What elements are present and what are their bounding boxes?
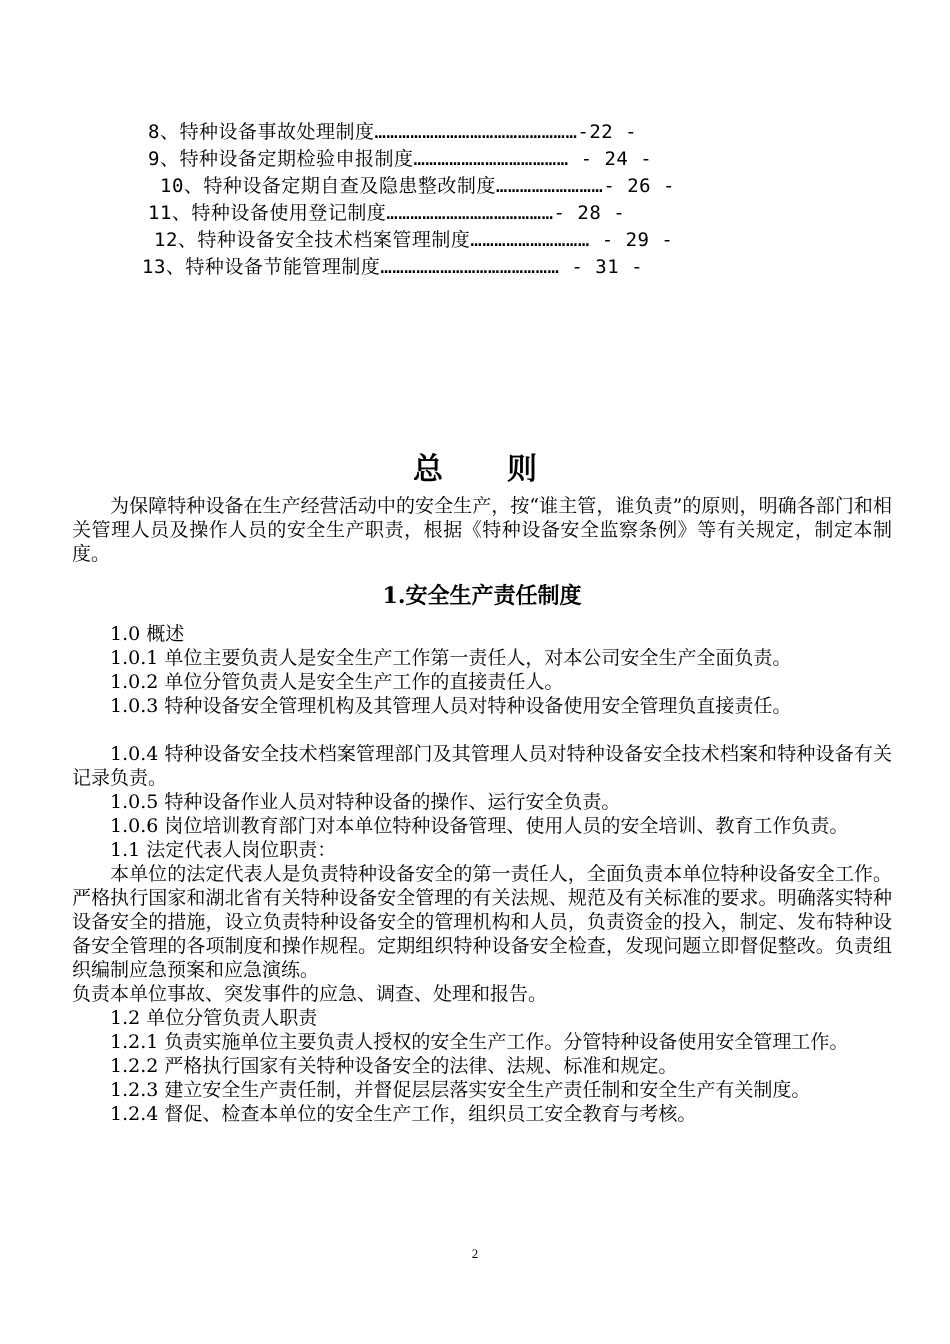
section-title: 1.安全生产责任制度 xyxy=(382,583,582,609)
general-provisions-title: 总则 xyxy=(413,452,601,487)
paragraph: 1.0 概述 xyxy=(110,623,185,645)
paragraph: 1.2 单位分管负责人职责 xyxy=(110,1007,318,1029)
paragraph: 本单位的法定代表人是负责特种设备安全的第一责任人，全面负责本单位特种设备安全工作。严格执行国家和湖北省有关特种设备安全管理的有关法规、规范及有关标准的要求。明确落实特种设备安全的措施，设立负责特种设备安全的管理机构和人员，负责资金的投入，制定、发布特种设备安全管理的各项制度和操作规程。定期组织特种设备安全检查，发现问题立即督促整改。负责组织编制应急预案和应急演练。 xyxy=(72,863,892,981)
paragraph: 1.0.5 特种设备作业人员对特种设备的操作、运行安全负责。 xyxy=(110,791,621,813)
paragraph: 1.0.1 单位主要负责人是安全生产工作第一责任人，对本公司安全生产全面负责。 xyxy=(110,647,792,669)
document-body xyxy=(72,494,892,1126)
intro-paragraph: 为保障特种设备在生产经营活动中的安全生产，按“谁主管，谁负责”的原则，明确各部门和相关管理人员及操作人员的安全生产职责，根据《特种设备安全监察条例》等有关规定，制定本制度。 xyxy=(72,495,892,565)
page-number: 2 xyxy=(471,1246,479,1261)
paragraph: 1.2.4 督促、检查本单位的安全生产工作，组织员工安全教育与考核。 xyxy=(110,1103,697,1125)
paragraph: 1.2.1 负责实施单位主要负责人授权的安全生产工作。分管特种设备使用安全管理工作。 xyxy=(110,1031,849,1053)
paragraph: 1.0.3 特种设备安全管理机构及其管理人员对特种设备使用安全管理负直接责任。 xyxy=(110,695,792,717)
paragraph: 1.1 法定代表人岗位职责： xyxy=(110,839,337,861)
toc-entry-12[interactable]: 12、特种设备安全技术档案管理制度………………………… - 29 - xyxy=(154,229,674,251)
paragraph: 1.0.4 特种设备安全技术档案管理部门及其管理人员对特种设备安全技术档案和特种设备有关记录负责。 xyxy=(72,743,892,789)
paragraph: 1.2.2 严格执行国家有关特种设备安全的法律、法规、标准和规定。 xyxy=(110,1055,678,1077)
blank-line xyxy=(72,718,892,742)
toc-entry-13[interactable]: 13、特种设备节能管理制度……………………………………… - 31 - xyxy=(142,256,644,278)
paragraph: 1.0.6 岗位培训教育部门对本单位特种设备管理、使用人员的安全培训、教育工作负责。 xyxy=(110,815,849,837)
toc-entry-9[interactable]: 9、特种设备定期检验申报制度………………………………… - 24 - xyxy=(148,148,653,170)
paragraph: 负责本单位事故、突发事件的应急、调查、处理和报告。 xyxy=(72,983,548,1005)
toc-entry-11[interactable]: 11、特种设备使用登记制度……………………………………- 28 - xyxy=(148,202,626,224)
toc-entry-10[interactable]: 10、特种设备定期自查及隐患整改制度………………………- 26 - xyxy=(160,175,675,197)
toc-entry-8[interactable]: 8、特种设备事故处理制度……………………………………………-22 - xyxy=(148,121,638,143)
paragraph: 1.0.2 单位分管负责人是安全生产工作的直接责任人。 xyxy=(110,671,564,693)
paragraph: 1.2.3 建立安全生产责任制，并督促层层落实安全生产责任制和安全生产有关制度。 xyxy=(110,1079,811,1101)
